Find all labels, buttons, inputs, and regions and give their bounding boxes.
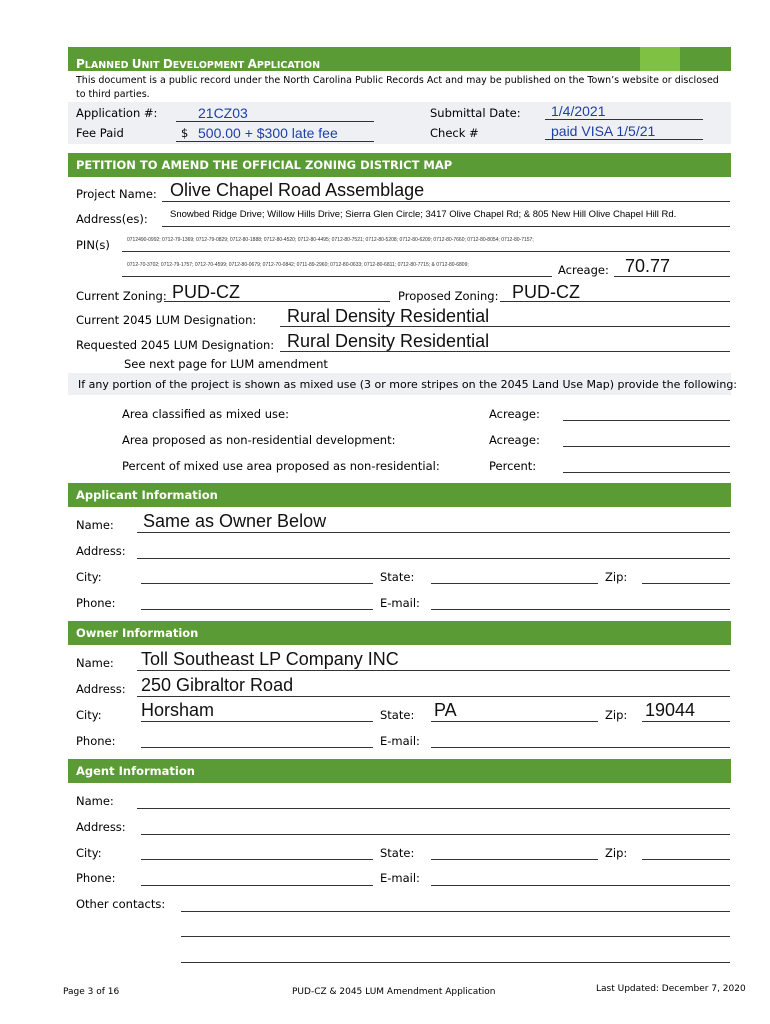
requested-lum-line	[280, 351, 730, 352]
agent-email-label: E-mail:	[380, 871, 420, 885]
agent-address-field[interactable]	[141, 834, 730, 835]
agent-name-field[interactable]	[137, 808, 730, 809]
pins-line1	[122, 251, 730, 252]
applicant-phone-label: Phone:	[76, 596, 116, 610]
agent-city-field[interactable]	[141, 859, 373, 860]
other-contacts-field-3[interactable]	[181, 962, 730, 963]
requested-lum-value[interactable]: Rural Density Residential	[287, 331, 490, 351]
non-residential-percent-unit: Percent:	[489, 459, 537, 473]
agent-zip-field[interactable]	[642, 859, 730, 860]
proposed-zoning-line	[500, 301, 730, 302]
owner-email-field[interactable]	[431, 747, 730, 748]
owner-name-value[interactable]: Toll Southeast LP Company INC	[141, 649, 399, 669]
applicant-address-label: Address:	[76, 544, 126, 558]
footer-document-name: PUD-CZ & 2045 LUM Amendment Application	[292, 987, 496, 997]
application-number-value[interactable]: 21CZ03	[198, 105, 248, 121]
requested-lum-label: Requested 2045 LUM Designation:	[76, 338, 275, 352]
agent-address-label: Address:	[76, 820, 126, 834]
owner-phone-label: Phone:	[76, 734, 116, 748]
agent-email-field[interactable]	[431, 885, 730, 886]
owner-city-label: City:	[76, 708, 102, 722]
owner-name-line	[137, 670, 730, 671]
application-number-label: Application #:	[76, 106, 158, 120]
owner-phone-field[interactable]	[141, 747, 373, 748]
project-name-value[interactable]: Olive Chapel Road Assemblage	[170, 180, 425, 200]
current-lum-label: Current 2045 LUM Designation:	[76, 313, 257, 327]
owner-state-line	[431, 721, 598, 722]
current-zoning-value[interactable]: PUD-CZ	[172, 282, 240, 302]
owner-heading: Owner Information	[68, 621, 731, 645]
owner-name-label: Name:	[76, 656, 114, 670]
owner-zip-line	[642, 721, 730, 722]
agent-state-field[interactable]	[431, 859, 598, 860]
check-number-line	[545, 139, 703, 140]
project-name-line	[162, 201, 730, 202]
other-contacts-field-1[interactable]	[181, 911, 730, 912]
pins-line2-value[interactable]: 0712-70-3702; 0712-79-1757; 0712-70-4599; 0712-80-0679; 0712-70-0842; 0711-89-2960; 0712-80-0633; 0712-80-6811; 0712-80-7715; & 0712-80-6809;	[127, 262, 469, 268]
acreage-label: Acreage:	[558, 263, 609, 277]
check-number-label: Check #	[430, 126, 479, 140]
non-residential-percent-label: Percent of mixed use area proposed as non-residential:	[122, 459, 440, 473]
agent-state-label: State:	[380, 846, 415, 860]
owner-zip-value[interactable]: 19044	[645, 700, 696, 720]
non-residential-area-label: Area proposed as non-residential development:	[122, 433, 396, 447]
acreage-line	[614, 276, 730, 277]
agent-zip-label: Zip:	[605, 846, 628, 860]
mixed-use-note: If any portion of the project is shown as mixed use (3 or more stripes on the 2045 Land Use Map) provide the following:	[78, 378, 738, 391]
owner-email-label: E-mail:	[380, 734, 420, 748]
footer-last-updated: Last Updated: December 7, 2020	[596, 984, 746, 994]
address-value[interactable]: Snowbed Ridge Drive; Willow Hills Drive; Sierra Glen Circle; 3417 Olive Chapel Rd; & 805 New Hill Olive Chapel Hill Rd.	[170, 209, 677, 220]
pins-label: PIN(s)	[76, 238, 110, 252]
agent-heading: Agent Information	[68, 759, 731, 783]
footer-page-number: Page 3 of 16	[63, 987, 120, 997]
submittal-date-value[interactable]: 1/4/2021	[551, 103, 606, 119]
mixed-use-area-unit: Acreage:	[489, 407, 540, 421]
agent-phone-field[interactable]	[141, 885, 373, 886]
owner-state-value[interactable]: PA	[434, 700, 457, 720]
applicant-address-field[interactable]	[137, 558, 730, 559]
applicant-email-field[interactable]	[431, 609, 730, 610]
public-record-notice: This document is a public record under the North Carolina Public Records Act and may be published on the Town’s website or disclosed to third parties.	[76, 75, 719, 100]
check-number-value[interactable]: paid VISA 1/5/21	[551, 123, 656, 139]
current-lum-value[interactable]: Rural Density Residential	[287, 306, 490, 326]
applicant-name-line	[137, 532, 730, 533]
fee-paid-line	[176, 141, 374, 142]
petition-heading: PETITION TO AMEND THE OFFICIAL ZONING DISTRICT MAP	[68, 153, 731, 177]
owner-city-line	[141, 721, 373, 722]
submittal-date-label: Submittal Date:	[430, 106, 521, 120]
applicant-state-field[interactable]	[431, 583, 598, 584]
project-name-label: Project Name:	[76, 187, 157, 201]
owner-zip-label: Zip:	[605, 708, 628, 722]
applicant-city-label: City:	[76, 570, 102, 584]
title-accent	[640, 47, 680, 71]
owner-address-line	[137, 696, 730, 697]
applicant-name-value[interactable]: Same as Owner Below	[143, 511, 327, 531]
address-line	[162, 226, 730, 227]
title-bar	[68, 47, 731, 71]
fee-paid-label: Fee Paid	[76, 126, 124, 140]
owner-city-value[interactable]: Horsham	[141, 700, 215, 720]
agent-phone-label: Phone:	[76, 871, 116, 885]
applicant-heading: Applicant Information	[68, 483, 731, 507]
current-lum-line	[280, 326, 730, 327]
pins-line2	[122, 276, 552, 277]
current-zoning-line	[164, 301, 390, 302]
other-contacts-field-2[interactable]	[181, 936, 730, 937]
current-zoning-label: Current Zoning:	[76, 289, 167, 303]
owner-address-label: Address:	[76, 682, 126, 696]
fee-paid-value[interactable]: 500.00 + $300 late fee	[198, 125, 338, 141]
applicant-phone-field[interactable]	[141, 609, 373, 610]
proposed-zoning-label: Proposed Zoning:	[398, 289, 499, 303]
acreage-value[interactable]: 70.77	[625, 256, 671, 276]
non-residential-percent-field[interactable]	[563, 472, 730, 473]
application-number-line	[176, 121, 374, 122]
applicant-zip-field[interactable]	[642, 583, 730, 584]
submittal-date-line	[545, 119, 703, 120]
non-residential-area-field[interactable]	[563, 446, 730, 447]
fee-currency: $	[181, 126, 189, 140]
non-residential-area-unit: Acreage:	[489, 433, 540, 447]
mixed-use-area-field[interactable]	[563, 420, 730, 421]
applicant-name-label: Name:	[76, 518, 114, 532]
see-next-page-note: See next page for LUM amendment	[124, 357, 328, 371]
applicant-zip-label: Zip:	[605, 570, 628, 584]
owner-address-value[interactable]: 250 Gibraltor Road	[141, 675, 294, 695]
mixed-use-area-label: Area classified as mixed use:	[122, 407, 289, 421]
agent-city-label: City:	[76, 846, 102, 860]
owner-state-label: State:	[380, 708, 415, 722]
address-label: Address(es):	[76, 212, 148, 226]
agent-name-label: Name:	[76, 794, 114, 808]
applicant-city-field[interactable]	[141, 583, 373, 584]
page-title: PLANNED UNIT DEVELOPMENT APPLICATION	[76, 57, 321, 71]
proposed-zoning-value[interactable]: PUD-CZ	[512, 282, 580, 302]
applicant-email-label: E-mail:	[380, 596, 420, 610]
applicant-state-label: State:	[380, 570, 415, 584]
other-contacts-label: Other contacts:	[76, 897, 166, 911]
pins-line1-value[interactable]: 0712490-0992; 0712-79-1369; 0712-79-0829; 0712-80-1888; 0712-80-4520; 0712-80-4495; 0712-80-7521; 0712-80-5208; 0712-80-6209; 0712-80-7660; 0712-80-8054; 0712-80-7157;	[127, 237, 534, 243]
